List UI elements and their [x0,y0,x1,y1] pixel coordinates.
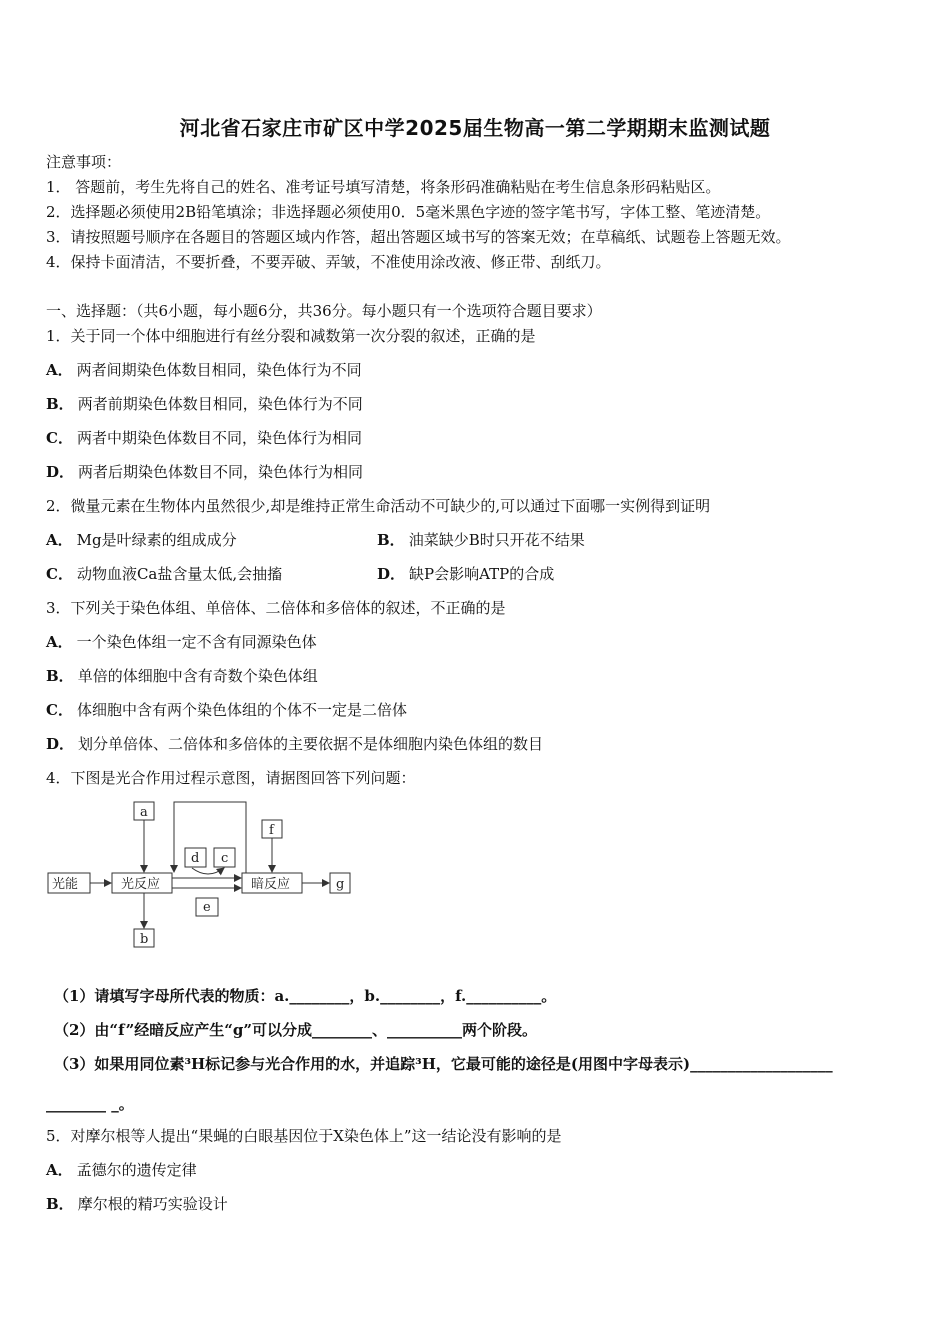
q3-option-b: B． 单倍的体细胞中含有奇数个染色体组 [46,667,318,685]
q2-option-d: D． 缺P会影响ATP的合成 [377,565,555,583]
q2-option-a: A． Mg是叶绿素的组成成分 [46,531,237,549]
page-title: 河北省石家庄市矿区中学2025届生物高一第二学期期末监测试题 [179,116,771,140]
label-light-reaction: 光反应 [121,877,161,892]
q1-option-c: C． 两者中期染色体数目不同，染色体行为相同 [46,429,362,447]
q2-option-c: C． 动物血液Ca盐含量太低,会抽搐 [46,565,283,583]
question-5-stem: 5．对摩尔根等人提出“果蝇的白眼基因位于X染色体上”这一结论没有影响的是 [46,1127,562,1145]
notice-item-4: 4．保持卡面清洁，不要折叠，不要弄破、弄皱，不准使用涂改液、修正带、刮纸刀。 [46,253,611,271]
label-g: g [336,877,345,892]
section-heading: 一、选择题：（共6小题，每小题6分，共36分。每小题只有一个选项符合题目要求） [46,302,602,320]
q3-option-c: C． 体细胞中含有两个染色体组的个体不一定是二倍体 [46,701,407,719]
q5-option-a: A． 孟德尔的遗传定律 [46,1161,197,1179]
notice-item-1: 1． 答题前，考生先将自己的姓名、准考证号填写清楚，将条形码准确粘贴在考生信息条形码粘贴区。 [46,178,721,196]
label-b: b [140,932,149,947]
question-2-stem: 2．微量元素在生物体内虽然很少,却是维持正常生命活动不可缺少的,可以通过下面哪一实例得到证明 [46,497,711,515]
q3-option-d: D． 划分单倍体、二倍体和多倍体的主要依据不是体细胞内染色体组的数目 [46,735,544,753]
notice-item-2: 2．选择题必须使用2B铅笔填涂；非选择题必须使用0．5毫米黑色字迹的签字笔书写，字体工整、笔迹清楚。 [46,203,771,221]
label-e: e [203,900,211,915]
label-a: a [140,805,148,820]
notice-heading: 注意事项： [46,153,122,171]
q1-option-a: A． 两者间期染色体数目相同，染色体行为不同 [46,361,362,379]
q4-sub-1: （1）请填写字母所代表的物质：a.________，b.________，f.__________。 [54,987,557,1005]
label-d: d [191,851,200,866]
label-dark-reaction: 暗反应 [251,877,291,892]
label-c: c [221,851,229,866]
q3-option-a: A． 一个染色体组一定不含有同源染色体 [46,633,317,651]
q1-option-d: D． 两者后期染色体数目不同，染色体行为相同 [46,463,364,481]
question-1-stem: 1．关于同一个体中细胞进行有丝分裂和减数第一次分裂的叙述，正确的是 [46,327,536,345]
q1-option-b: B． 两者前期染色体数目相同，染色体行为不同 [46,395,363,413]
q4-sub-2: （2）由“f”经暗反应产生“g”可以分成________、__________两个阶段。 [54,1021,537,1039]
q2-option-b: B． 油菜缺少B时只开花不结果 [377,531,585,549]
q5-option-b: B． 摩尔根的精巧实验设计 [46,1195,228,1213]
notice-item-3: 3．请按照题号顺序在各题目的答题区域内作答，超出答题区域书写的答案无效；在草稿纸、试题卷上答题无效。 [46,228,791,246]
question-4-stem: 4．下图是光合作用过程示意图，请据图回答下列问题： [46,769,416,787]
question-3-stem: 3．下列关于染色体组、单倍体、二倍体和多倍体的叙述，不正确的是 [46,599,506,617]
q4-sub-3: （3）如果用同位素³H标记参与光合作用的水，并追踪³H，它最可能的途径是(用图中字母表示)___________________ [54,1055,833,1073]
q4-sub-3-continued: ________ _。 [46,1095,134,1113]
photosynthesis-diagram [46,798,366,954]
label-light-energy: 光能 [52,877,79,892]
label-f: f [269,823,274,838]
